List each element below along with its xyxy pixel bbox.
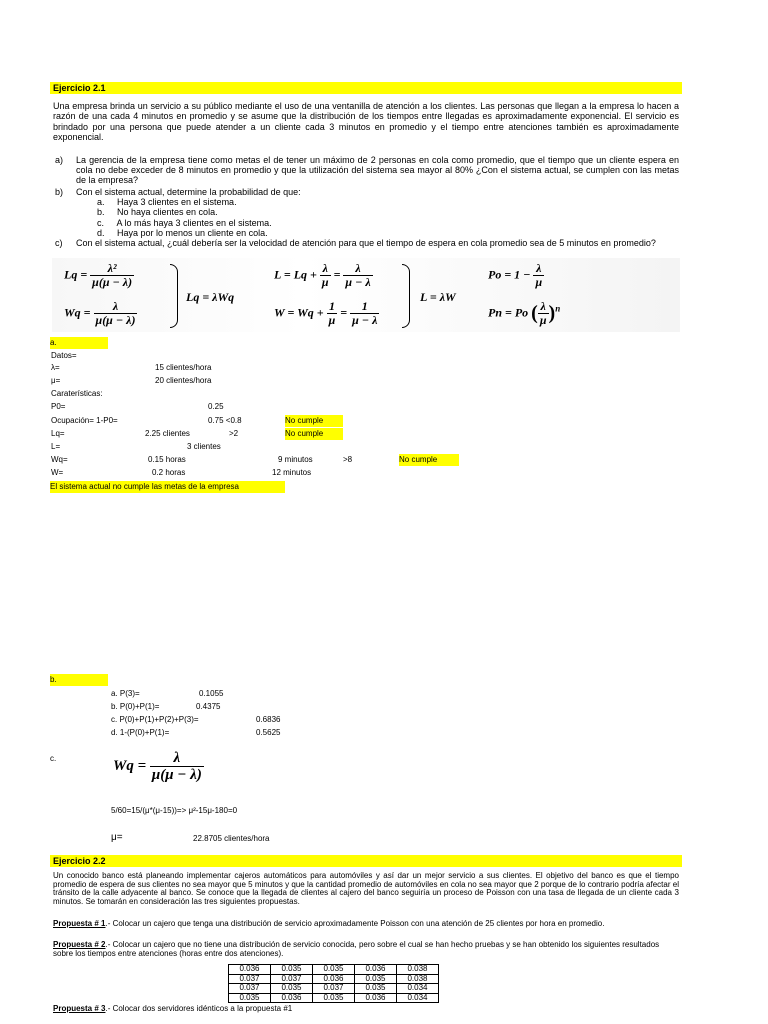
table-cell: 0.035 [271, 965, 313, 975]
question-c [55, 238, 679, 248]
p0-label: P0= [51, 402, 66, 411]
table-cell: 0.036 [355, 965, 397, 975]
prob-label: b. P(0)+P(1)= [111, 702, 160, 711]
table-cell: 0.035 [355, 974, 397, 984]
caracteristicas-label: Caraterísticas: [51, 389, 103, 398]
table-row [229, 993, 439, 1003]
wq-minutes: 9 minutos [278, 455, 313, 464]
mu-value: 20 clientes/hora [155, 376, 212, 385]
prob-value: 0.1055 [199, 689, 224, 698]
w-minutes: 12 minutos [272, 468, 312, 477]
table-cell: 0.037 [313, 984, 355, 994]
exercise-2-2-intro: Un conocido banco está planeando implementar cajeros automáticos para automóviles y así dar un mejor servicio a sus clientes. El objetivo del banco es que el tiempo promedio de espera de sus clientes no sea mayor que 5 minutos y que la cantidad promedio de automóviles en cola no sea mayor que 2 porque de lo contrario podría afectar el tránsito de la calle adyacente al banco. Se conoce que la llegada de clientes al cajero del banco seguiría un proceso de Poisson con una tasa de llegada de un cliente cada 3 minutos. Se tomarán en consideración las tres siguientes propuestas. [53, 871, 679, 906]
w-value: 0.2 horas [152, 468, 186, 477]
question-a-text: La gerencia de la empresa tiene como metas el de tener un máximo de 2 personas en cola como promedio, que el tiempo que un cliente espera en cola no debe exceder de 8 minutos en promedio y que la utilización del sistema sea mayor al 80% ¿Con el sistema actual, se cumplen con las metas de la empresa? [76, 155, 679, 186]
proposal-3-text: .- Colocar dos servidores idénticos a la propuesta #1 [105, 1004, 293, 1013]
formula-l: L = Lq + $\frac{\lambda}{\mu}$ = $\frac{\lambda}{\mu - \lambda}$ [274, 261, 371, 289]
service-times-table [228, 964, 439, 1003]
question-b-text: Con el sistema actual, determine la probabilidad de que: [76, 187, 301, 197]
table-cell: 0.038 [397, 965, 439, 975]
p0-value: 0.25 [208, 402, 224, 411]
table-cell: 0.035 [271, 984, 313, 994]
lq-result: No cumple [285, 428, 343, 440]
prob-value: 0.5625 [256, 728, 281, 737]
solution-c-label: c. [50, 754, 57, 763]
table-cell: 0.038 [397, 974, 439, 984]
proposal-3-title: Propuesta # 3 [53, 1004, 106, 1013]
question-a [55, 155, 679, 186]
equation: 5/60=15/(μ*(μ-15))=> μ²-15μ-180=0 [111, 806, 238, 815]
lq-compare: >2 [229, 429, 239, 438]
proposal-1 [53, 919, 679, 928]
exercise-2-2-heading: Ejercicio 2.2 [50, 855, 682, 867]
exercise-2-1-intro: Una empresa brinda un servicio a su público mediante el uso de una ventanilla de atención a los clientes. Las personas que llegan a la empresa lo hacen a razón de una cada 4 minutos en promedio y se asume que la distribución de los tiempos entre llegadas es aproximadamente exponencial. El servicio es brindado por una persona que puede atender a un cliente cada 3 minutos en promedio y el tiempo entre atenciones también es aproximadamente exponencial. [53, 101, 679, 142]
table-cell: 0.034 [397, 984, 439, 994]
ocupacion-label: Ocupación= 1-P0= [51, 416, 118, 425]
question-a-label: a) [55, 155, 64, 165]
proposal-2-text: .- Colocar un cajero que no tiene una distribución de servicio conocida, pero sobre el cual se han hecho pruebas y se han obtenido los siguientes resultados sobre los tiempos entre atenciones (horas entre dos atenciones). [53, 940, 660, 958]
question-c-label: c) [55, 238, 63, 248]
wq-result: No cumple [399, 454, 459, 466]
table-cell: 0.037 [271, 974, 313, 984]
proposal-3 [53, 1004, 679, 1013]
lq-label: Lq= [51, 429, 65, 438]
prob-value: 0.6836 [256, 715, 281, 724]
wq-label: Wq= [51, 455, 68, 464]
question-b-item: d. Haya por lo menos un cliente en cola. [97, 227, 268, 238]
formula-p0: Po = 1 − $\frac{\lambda}{\mu}$ [488, 261, 543, 289]
table-row [229, 965, 439, 975]
table-cell: 0.035 [229, 993, 271, 1003]
table-cell: 0.036 [355, 993, 397, 1003]
prob-label: a. P(3)= [111, 689, 140, 698]
formula-little-l: L = λW [420, 290, 456, 304]
datos-label: Datos= [51, 351, 77, 360]
l-value: 3 clientes [187, 442, 221, 451]
solution-b-label: b. [50, 674, 108, 686]
proposal-1-title: Propuesta # 1 [53, 919, 106, 928]
brace [170, 264, 178, 328]
mu-result-value: 22.8705 clientes/hora [193, 834, 270, 843]
mu-result-label: μ= [111, 832, 123, 843]
formula-lq: Lq = $\frac{\text{λ²}}{\mu(\mu - \lambda)}$ [64, 261, 133, 289]
question-c-text: Con el sistema actual, ¿cuál debería ser la velocidad de atención para que el tiempo de espera en cola promedio sea de 5 minutos en promedio? [76, 238, 656, 248]
proposal-2-title: Propuesta # 2 [53, 940, 106, 949]
formula-w: W = Wq + $\frac{1}{\mu}$ = $\frac{1}{\mu - \lambda}$ [274, 299, 378, 327]
formula-wq: Wq = $\frac{\lambda}{\mu(\mu - \lambda)}$ [64, 299, 136, 327]
question-b [55, 187, 679, 238]
wq-compare: >8 [343, 455, 353, 464]
table-cell: 0.036 [229, 965, 271, 975]
proposal-2 [53, 940, 679, 958]
proposal-1-text: .- Colocar un cajero que tenga una distribución de servicio aproximadamente Poisson con una atención de 25 clientes por hora en promedio. [105, 919, 605, 928]
ocupacion-value: 0.75 <0.8 [208, 416, 242, 425]
exercise-2-1-heading: Ejercicio 2.1 [50, 82, 682, 94]
prob-label: d. 1-(P(0)+P(1)= [111, 728, 170, 737]
table-row [229, 984, 439, 994]
table-cell: 0.037 [229, 974, 271, 984]
question-b-item: a. Haya 3 clientes en el sistema. [97, 197, 237, 208]
formula-wq-c: Wq = $\frac{\lambda}{\mu(\mu - \lambda)}$ [113, 750, 202, 783]
prob-label: c. P(0)+P(1)+P(2)+P(3)= [111, 715, 199, 724]
wq-value: 0.15 horas [148, 455, 186, 464]
table-cell: 0.034 [397, 993, 439, 1003]
ocupacion-result: No cumple [285, 415, 343, 427]
mu-label: μ= [51, 376, 61, 385]
table-cell: 0.036 [313, 974, 355, 984]
table-cell: 0.035 [313, 993, 355, 1003]
brace [402, 264, 410, 328]
question-b-item: c. A lo más haya 3 clientes en el sistema. [97, 217, 272, 228]
formula-pn: Pn = Po ( $\frac{\lambda}{\mu}$ )$^n$ [488, 299, 561, 327]
question-b-label: b) [55, 187, 64, 197]
l-label: L= [51, 442, 61, 451]
table-cell: 0.037 [229, 984, 271, 994]
lq-value: 2.25 clientes [145, 429, 190, 438]
formula-little-lq: Lq = λWq [186, 290, 235, 304]
table-cell: 0.036 [271, 993, 313, 1003]
lambda-value: 15 clientes/hora [155, 363, 212, 372]
table-cell: 0.035 [313, 965, 355, 975]
prob-value: 0.4375 [196, 702, 221, 711]
conclusion: El sistema actual no cumple las metas de la empresa [50, 481, 285, 493]
question-b-item: b. No haya clientes en cola. [97, 207, 218, 218]
solution-a-label: a. [50, 337, 108, 349]
table-cell: 0.035 [355, 984, 397, 994]
formula-panel [52, 258, 680, 332]
lambda-label: λ= [51, 363, 60, 372]
w-label: W= [51, 468, 64, 477]
